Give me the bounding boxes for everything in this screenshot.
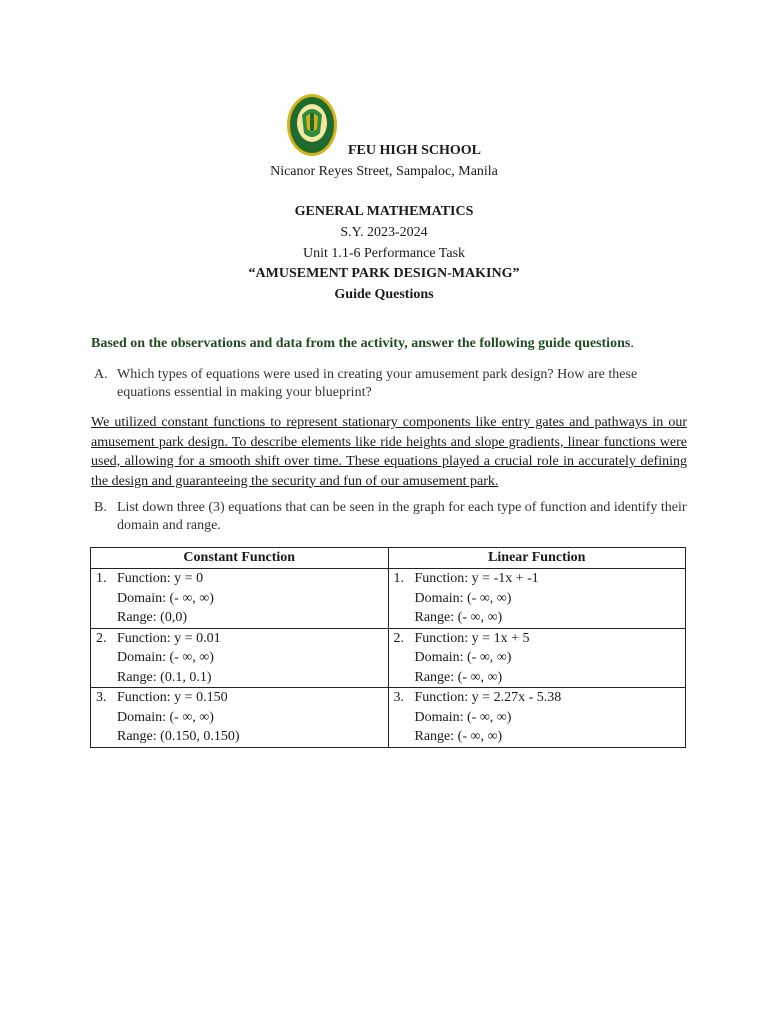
function-text: Function: y = 0 — [117, 571, 204, 586]
table-header-row — [91, 548, 686, 569]
domain-text: Domain: (- ∞, ∞) — [117, 650, 214, 665]
domain-text: Domain: (- ∞, ∞) — [414, 709, 512, 725]
range-text: Range: (- ∞, ∞) — [414, 669, 503, 685]
question-a-text: Which types of equations were used in creating your amusement park design? How are these equations essential in making your blueprint? — [117, 367, 638, 400]
functions-table — [90, 547, 686, 748]
task-title: “AMUSEMENT PARK DESIGN-MAKING” — [248, 266, 520, 281]
constant-cell — [91, 688, 389, 748]
range-text: Range: (0.1, 0.1) — [117, 669, 212, 685]
question-b-text: List down three (3) equations that can be seen in the graph for each type of function and identify their domain and range. — [117, 500, 687, 533]
domain-text: Domain: (- ∞, ∞) — [117, 590, 214, 606]
constant-cell — [91, 628, 389, 688]
domain-text: Domain: (- ∞, ∞) — [414, 590, 512, 606]
instruction-period: . — [630, 336, 634, 351]
item-number: 2. — [96, 630, 107, 646]
answer-a: We utilized constant functions to represent stationary components like entry gates and pathways in our amusement park design. To describe elements like ride heights and slope gradients, linear functions were used, allowing for a smooth shift over time. These equations played a crucial role in accurately defining the design and guaranteeing the security and fun of our amusement park. — [91, 415, 687, 489]
function-text: Function: y = 0.01 — [117, 630, 221, 646]
header-constant-function: Constant Function — [91, 548, 389, 569]
question-a — [91, 366, 691, 402]
item-number: 1. — [393, 571, 404, 586]
range-text: Range: (- ∞, ∞) — [414, 610, 503, 625]
item-number: 1. — [96, 571, 107, 586]
item-number: 3. — [96, 690, 107, 705]
instruction-body: Based on the observations and data from the activity, answer the following guide questions — [91, 336, 631, 351]
linear-cell — [388, 628, 686, 688]
function-text: Function: y = -1x + -1 — [414, 571, 539, 586]
guide-questions-heading: Guide Questions — [334, 287, 434, 302]
domain-text: Domain: (- ∞, ∞) — [414, 650, 512, 665]
domain-text: Domain: (- ∞, ∞) — [117, 709, 214, 725]
school-name: FEU HIGH SCHOOL — [348, 143, 482, 158]
table-row — [91, 688, 686, 748]
function-text: Function: y = 1x + 5 — [414, 630, 530, 646]
school-address: Nicanor Reyes Street, Sampaloc, Manila — [270, 164, 498, 179]
question-a-letter: A. — [94, 367, 108, 382]
range-text: Range: (- ∞, ∞) — [414, 729, 503, 744]
constant-cell — [91, 569, 389, 629]
question-b-letter: B. — [94, 500, 107, 515]
subject-title: GENERAL MATHEMATICS — [294, 204, 474, 219]
table-row — [91, 569, 686, 629]
item-number: 2. — [393, 630, 404, 646]
linear-cell — [388, 688, 686, 748]
linear-cell — [388, 569, 686, 629]
instruction-text — [91, 336, 634, 352]
question-b — [91, 499, 691, 535]
range-text: Range: (0.150, 0.150) — [117, 729, 240, 744]
function-text: Function: y = 0.150 — [117, 690, 228, 705]
range-text: Range: (0,0) — [117, 610, 187, 625]
school-seal-icon — [286, 93, 338, 157]
school-year: S.Y. 2023-2024 — [340, 225, 428, 240]
function-text: Function: y = 2.27x - 5.38 — [414, 690, 562, 705]
table-row — [91, 628, 686, 688]
item-number: 3. — [393, 690, 404, 705]
header-linear-function: Linear Function — [388, 548, 686, 569]
unit-label: Unit 1.1-6 Performance Task — [302, 246, 466, 261]
